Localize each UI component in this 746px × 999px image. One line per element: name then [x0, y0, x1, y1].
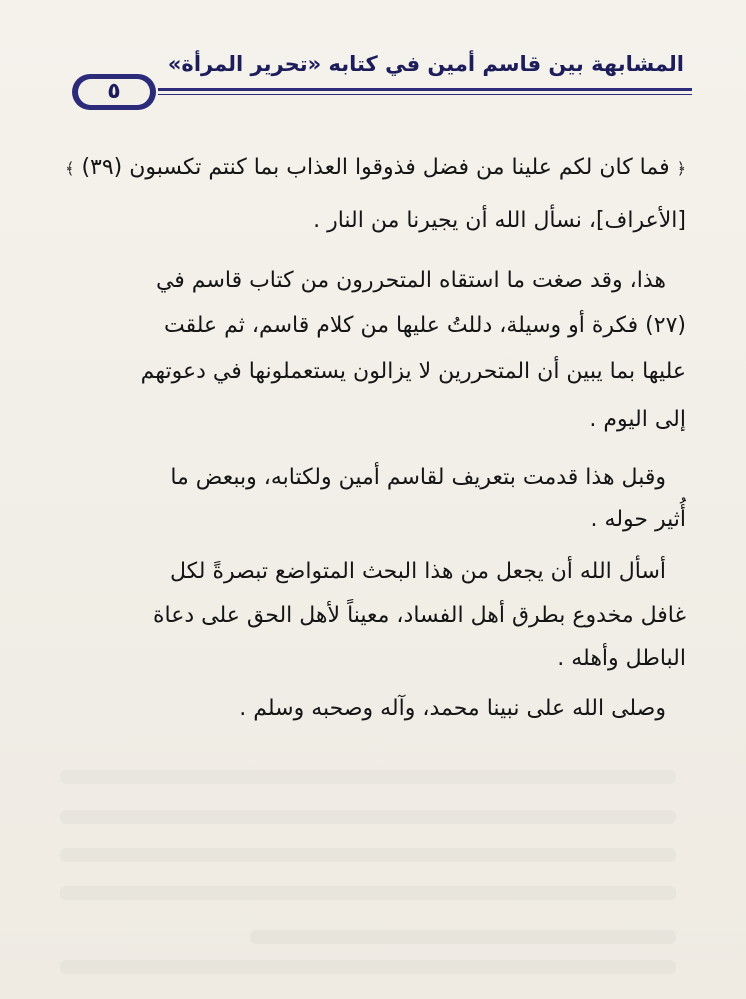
bleed-through-line	[60, 770, 676, 784]
verse-number: (٣٩)	[81, 155, 123, 180]
page-header	[72, 52, 692, 112]
text-line-11: الباطل وأهله .	[557, 646, 686, 671]
text-line-8: أُثير حوله .	[590, 507, 686, 532]
text-line-12: وصلى الله على نبينا محمد، وآله وصحبه وسلم .	[239, 696, 666, 721]
verse-bracket-open: ﴿	[676, 159, 686, 178]
verse-bracket-close: ﴾	[65, 159, 75, 178]
bleed-through-line	[60, 810, 676, 824]
header-rule	[158, 94, 692, 95]
text-line-9: أسأل الله أن يجعل من هذا البحث المتواضع تبصرةً لكل	[169, 559, 666, 584]
text-line-5: عليها بما يبين أن المتحررين لا يزالون يستعملونها في دعوتهم	[140, 359, 686, 384]
text-line-7: وقبل هذا قدمت بتعريف لقاسم أمين ولكتابه، وببعض ما	[170, 465, 666, 490]
text-line-4: (٢٧) فكرة أو وسيلة، دللتُ عليها من كلام قاسم، ثم علقت	[163, 313, 686, 338]
text-line-6: إلى اليوم .	[589, 407, 686, 432]
running-title: المشابهة بين قاسم أمين في كتابه «تحرير المرأة»	[167, 52, 684, 76]
text-line-10: غافل مخدوع بطرق أهل الفساد، معيناً لأهل الحق على دعاة	[153, 603, 686, 628]
page-number-badge	[72, 74, 156, 110]
bleed-through-line	[250, 930, 676, 944]
text-line-3: هذا، وقد صغت ما استقاه المتحررون من كتاب قاسم في	[155, 268, 666, 293]
text-line-1	[66, 143, 686, 193]
bleed-through-line	[60, 960, 676, 974]
page-number: ٥	[78, 79, 150, 105]
text-line-2: [الأعراف]، نسأل الله أن يجيرنا من النار .	[313, 208, 686, 233]
header-rule	[158, 88, 692, 91]
quran-verse: فما كان لكم علينا من فضل فذوقوا العذاب بما كنتم تكسبون	[129, 155, 670, 180]
bleed-through-line	[60, 886, 676, 900]
bleed-through-line	[60, 848, 676, 862]
